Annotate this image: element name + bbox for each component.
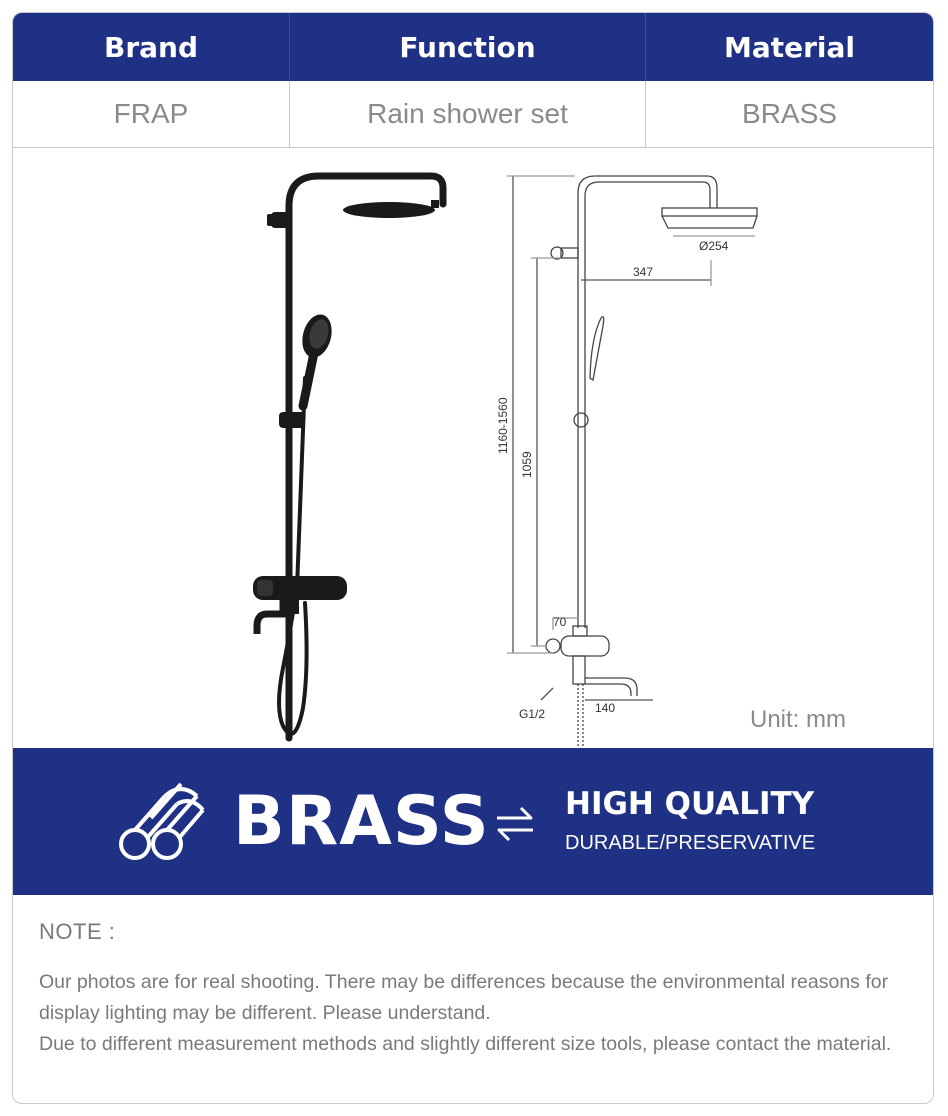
header-brand: Brand [103, 30, 199, 64]
unit-label: Unit: mm [750, 706, 846, 733]
dim-height-fixed: 1059 [520, 451, 534, 478]
dim-spout-length: 140 [595, 701, 616, 715]
value-brand: FRAP [113, 98, 189, 129]
dim-height-range: 1160-1560 [496, 397, 510, 454]
product-showcase [13, 148, 933, 748]
note-section [39, 919, 919, 1060]
header-function: Function [289, 13, 645, 81]
rain-head [343, 202, 435, 218]
brass-pipes-icon [117, 778, 207, 864]
spec-table [13, 13, 933, 147]
dim-head-diameter: Ø254 [699, 239, 729, 253]
note-title: NOTE : [39, 919, 116, 944]
banner-headline: HIGH QUALITY [565, 786, 815, 822]
value-function: Rain shower set [289, 81, 645, 147]
header-material: Material [645, 13, 933, 81]
value-material: BRASS [645, 81, 933, 147]
note-paragraph: Due to different measurement methods and slightly different size tools, please contact the material. [39, 1033, 892, 1055]
exchange-arrows-icon [493, 804, 537, 844]
shower-product-photo [13, 148, 473, 748]
dim-arm-length: 347 [633, 265, 654, 279]
dim-valve-offset: 70 [553, 615, 567, 629]
spec-table-row [13, 81, 933, 148]
material-banner [13, 748, 933, 895]
dim-thread: G1/2 [519, 707, 546, 721]
banner-material: BRASS [233, 782, 490, 861]
slide-holder [279, 412, 305, 428]
product-card [12, 12, 934, 1104]
spec-table-header [13, 13, 933, 81]
banner-subline: DURABLE/PRESERVATIVE [565, 832, 816, 854]
note-paragraph: Our photos are for real shooting. There may be differences because the environmental reasons for display lighting may be different. Please understand. [39, 971, 889, 1024]
wall-bracket-top [271, 212, 291, 228]
